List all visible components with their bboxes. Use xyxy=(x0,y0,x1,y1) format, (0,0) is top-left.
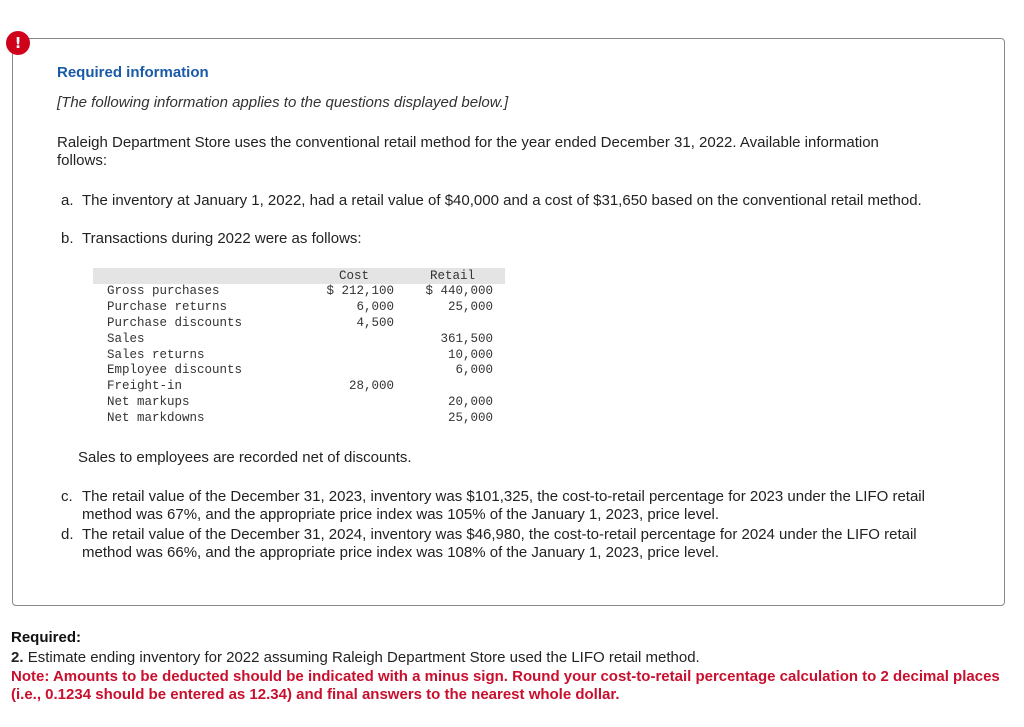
row-retail: 25,000 xyxy=(447,411,493,426)
row-cost: $ 212,100 xyxy=(326,284,394,298)
list-item-label: b. xyxy=(61,230,74,247)
table-row xyxy=(93,395,505,411)
list-item-label: c. xyxy=(61,488,73,505)
row-label: Purchase discounts xyxy=(107,315,243,330)
required-information-title: Required information xyxy=(57,64,209,81)
table-row xyxy=(93,284,505,300)
row-label: Sales returns xyxy=(107,347,205,362)
list-item-text: The retail value of the December 31, 2023, inventory was $101,325, the cost-to-retail percentage for 2023 under the LIFO retail method was 67%, and the appropriate price index was 105% of the January 1, 2023, price level. xyxy=(81,488,925,523)
column-header-retail: Retail xyxy=(430,269,476,283)
list-item-b xyxy=(61,230,362,248)
row-retail: 361,500 xyxy=(440,331,493,346)
list-item-a xyxy=(61,192,961,210)
row-label: Gross purchases xyxy=(107,284,220,298)
list-item-d xyxy=(61,526,961,562)
row-label: Freight-in xyxy=(107,379,183,394)
list-item-text: Transactions during 2022 were as follows: xyxy=(82,230,362,247)
table-row xyxy=(93,363,505,379)
table-row xyxy=(93,411,505,427)
table-header xyxy=(93,268,505,284)
row-label: Net markdowns xyxy=(107,411,205,426)
row-retail: 25,000 xyxy=(447,299,493,314)
required-information-subtitle: [The following information applies to the questions displayed below.] xyxy=(57,94,509,111)
row-cost: 28,000 xyxy=(348,379,394,394)
employee-sales-note: Sales to employees are recorded net of discounts. xyxy=(78,449,412,466)
column-header-cost: Cost xyxy=(339,269,370,283)
required-heading: Required: xyxy=(11,629,82,646)
row-retail: $ 440,000 xyxy=(425,284,493,298)
table-row xyxy=(93,300,505,316)
table-row xyxy=(93,316,505,332)
table-row xyxy=(93,332,505,348)
transactions-table xyxy=(93,268,505,427)
task-text: Estimate ending inventory for 2022 assuming Raleigh Department Store used the LIFO retail method. xyxy=(27,649,700,666)
row-label: Net markups xyxy=(107,395,190,410)
task-2 xyxy=(11,649,700,666)
list-item-text: The inventory at January 1, 2022, had a retail value of $40,000 and a cost of $31,650 based on the conventional retail method. xyxy=(81,192,922,209)
rounding-instruction: Note: Amounts to be deducted should be indicated with a minus sign. Round your cost-to-retail percentage calculation to 2 decimal places (i.e., 0.1234 should be entered as 12.34) and final answers to the nearest whole dollar. xyxy=(11,668,1000,703)
task-number: 2. xyxy=(11,649,24,666)
list-item-c xyxy=(61,488,961,524)
intro-paragraph: Raleigh Department Store uses the conventional retail method for the year ended December 31, 2022. Available information follows: xyxy=(57,134,879,169)
row-cost: 4,500 xyxy=(356,315,394,330)
row-label: Sales xyxy=(107,331,145,346)
row-label: Purchase returns xyxy=(107,299,228,314)
row-retail: 20,000 xyxy=(447,395,493,410)
alert-icon: ! xyxy=(6,31,30,55)
list-item-label: a. xyxy=(61,192,74,209)
row-retail: 6,000 xyxy=(455,363,493,378)
row-label: Employee discounts xyxy=(107,363,243,378)
table-row xyxy=(93,379,505,395)
row-cost: 6,000 xyxy=(356,299,394,314)
list-item-label: d. xyxy=(61,526,74,543)
row-retail: 10,000 xyxy=(447,347,493,362)
list-item-text: The retail value of the December 31, 2024, inventory was $46,980, the cost-to-retail percentage for 2024 under the LIFO retail method was 66%, and the appropriate price index was 108% of the January 1, 2023, price level. xyxy=(81,526,917,561)
table-row xyxy=(93,348,505,364)
